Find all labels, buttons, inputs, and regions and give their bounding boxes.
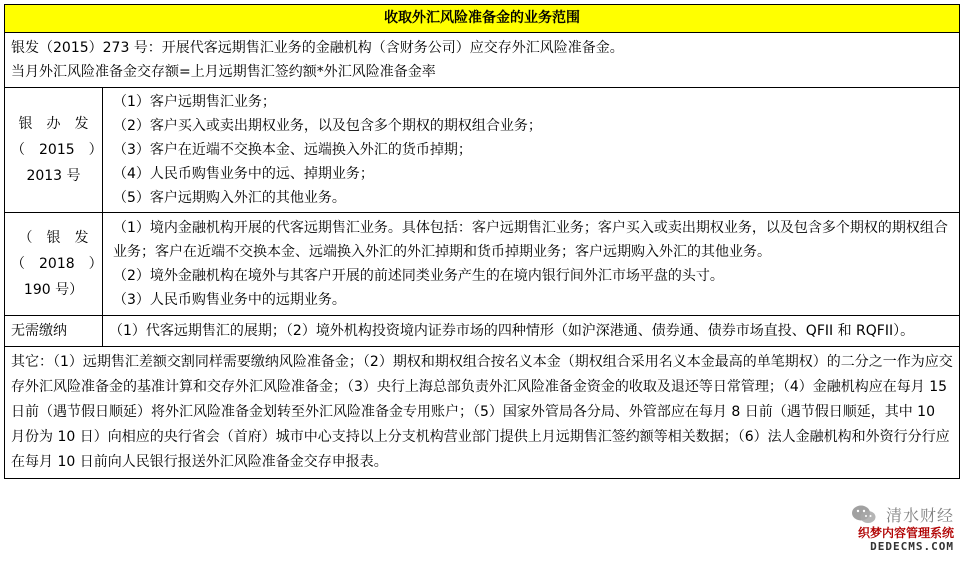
table-header-row <box>5 5 960 33</box>
intro-cell <box>5 33 960 88</box>
business-scope-table <box>4 4 960 479</box>
intro-row <box>5 33 960 88</box>
row-content-exempt: （1）代客远期售汇的展期；（2）境外机构投资境内证券市场的四种情形（如沪深港通、债券通、债券市场直投、QFII 和 RQFII）。 <box>103 316 960 347</box>
list-item: （3）人民币购售业务中的远期业务。 <box>113 292 346 308</box>
label-line: 银 办 发 <box>18 116 89 132</box>
intro-line-1: 银发（2015）273 号：开展代客远期售汇业务的金融机构（含财务公司）应交存外汇风险准备金。 <box>11 40 624 56</box>
label-line: 190 号） <box>23 282 84 298</box>
other-notes: 其它：（1）远期售汇差额交割同样需要缴纳风险准备金；（2）期权和期权组合按名义本金（期权组合采用名义本金最高的单笔期权）的二分之一作为应交存外汇风险准备金的基准计算和交存外汇风险准备金；（3）央行上海总部负责外汇风险准备金资金的收取及退还等日常管理；（4）金融机构应在每月 15 日前（遇节假日顺延）将外汇风险准备金划转至外汇风险准备金专用账户；（5）国家外管局各分局、外管部应在每月 8 日前（遇节假日顺延，其中 10 月份为 10 日）向相应的央行省会（首府）城市中心支持以上分支机构营业部门提供上月远期售汇签约额等相关数据；（6）法人金融机构和外资行分行应在每月 10 日前向人民银行报送外汇风险准备金交存申报表。 <box>5 347 960 479</box>
list-item: （3）客户在近端不交换本金、远端换入外汇的货币掉期； <box>113 142 472 158</box>
table-title: 收取外汇风险准备金的业务范围 <box>5 5 960 33</box>
label-line: （ 2015 ） <box>11 142 103 158</box>
row-label-exempt: 无需缴纳 <box>5 316 103 347</box>
list-item: （4）人民币购售业务中的远、掉期业务； <box>113 166 374 182</box>
list-item: （5）客户远期购入外汇的其他业务。 <box>113 190 346 206</box>
list-item: （1）境内金融机构开展的代客远期售汇业务。具体包括：客户远期售汇业务；客户买入或卖出期权业务，以及包含多个期权的期权组合业务；客户在近端不交换本金、远端换入外汇的外汇掉期和货币掉期业务；客户远期购入外汇的其他业务。 <box>113 220 948 260</box>
row-2015-document <box>5 88 960 213</box>
list-item: （2）客户买入或卖出期权业务，以及包含多个期权的期权组合业务； <box>113 118 542 134</box>
row-label-2015 <box>5 88 103 213</box>
row-exempt <box>5 316 960 347</box>
watermark-subtitle: 织梦内容管理系统 <box>857 526 954 540</box>
watermark-domain: DEDECMS.COM <box>870 540 954 553</box>
label-line: 2013 号 <box>26 168 81 184</box>
intro-line-2: 当月外汇风险准备金交存额=上月远期售汇签约额*外汇风险准备金率 <box>11 64 436 80</box>
row-content-2015 <box>103 88 960 213</box>
row-other <box>5 347 960 479</box>
watermark <box>851 503 954 553</box>
list-item: （1）客户远期售汇业务； <box>113 94 276 110</box>
wechat-logo-icon <box>851 504 877 526</box>
row-2018-document <box>5 213 960 316</box>
row-label-2018 <box>5 213 103 316</box>
label-line: （ 2018 ） <box>11 256 103 272</box>
label-line: （ 银 发 <box>18 230 89 246</box>
list-item: （2）境外金融机构在境外与其客户开展的前述同类业务产生的在境内银行间外汇市场平盘的头寸。 <box>113 268 724 284</box>
watermark-title: 清水财经 <box>885 506 954 525</box>
row-content-2018 <box>103 213 960 316</box>
